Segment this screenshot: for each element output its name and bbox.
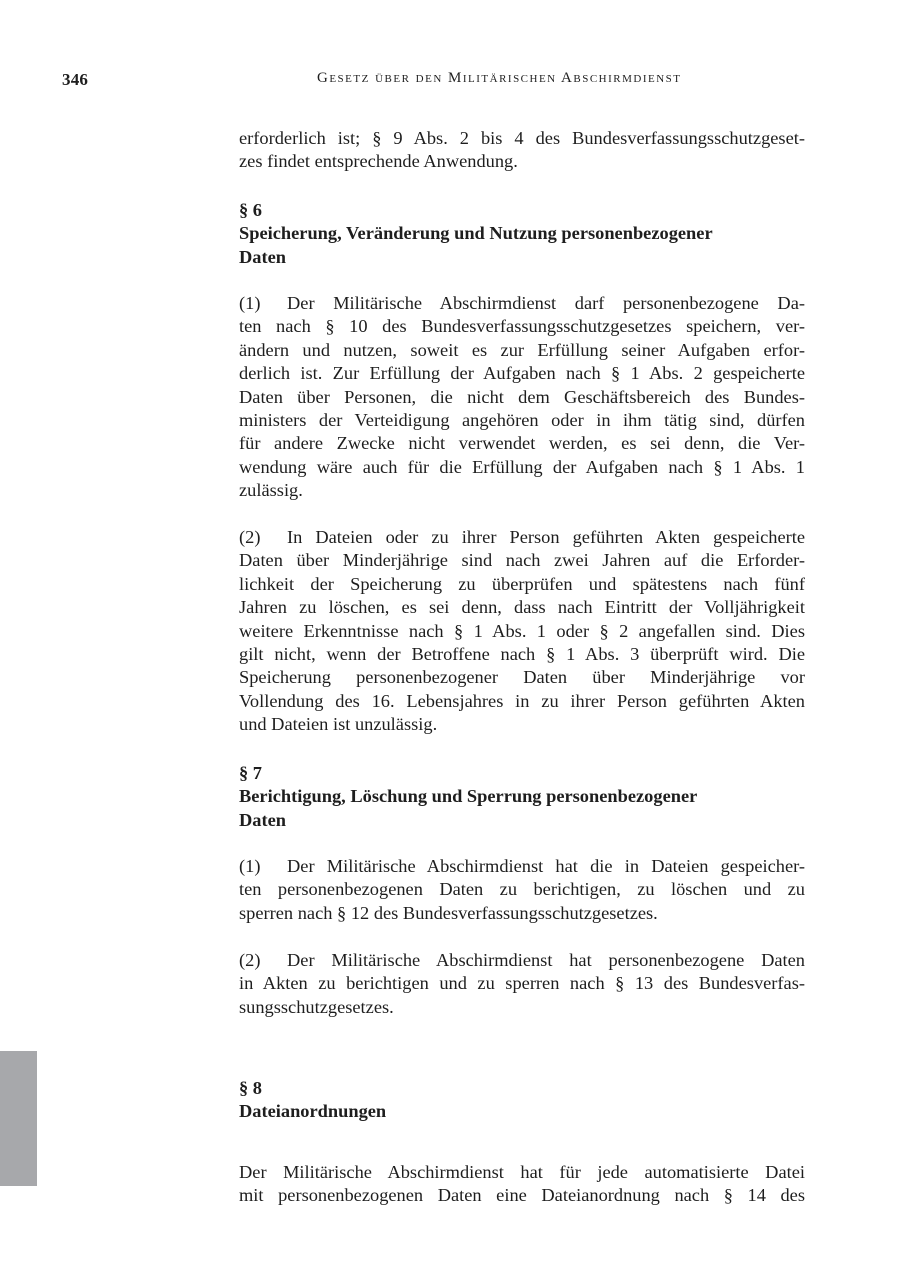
text-line: sungsschutzgesetzes.	[239, 996, 394, 1017]
section-title-line: Dateianordnungen	[239, 1101, 387, 1122]
paragraph-number: (2)	[239, 527, 261, 547]
text-line: für andere Zwecke nicht verwendet werden, es sei denn, die Ver-	[239, 433, 805, 454]
text-line: gilt nicht, wenn der Betroffene nach § 1 Abs. 3 überprüft wird. Die	[239, 644, 805, 665]
text-line: Der Militärische Abschirmdienst hat für jede automatisierte Datei	[239, 1162, 805, 1182]
text-line: und Dateien ist unzulässig.	[239, 714, 438, 735]
section-title-line: Berichtigung, Löschung und Sperrung personenbezogener	[239, 786, 698, 807]
text-line: Vollendung des 16. Lebensjahres in zu ihrer Person geführten Akten	[239, 690, 805, 711]
text-line: ändern und nutzen, soweit es zur Erfüllung seiner Aufgaben erfor-	[239, 339, 805, 360]
section-title-line: Daten	[239, 246, 286, 267]
section-6-paragraph-2	[239, 526, 805, 737]
text-line: Speicherung personenbezogener Daten über Minderjährige vor	[239, 667, 805, 688]
section-8-heading	[239, 1077, 805, 1124]
text-line: wendung wäre auch für die Erfüllung der Aufgaben nach § 1 Abs. 1	[239, 456, 805, 477]
paragraph-number: (1)	[239, 856, 261, 876]
section-title-line: Daten	[239, 809, 286, 830]
section-number: § 6	[239, 200, 262, 220]
text-line: Der Militärische Abschirmdienst hat die in Dateien gespeicher-	[287, 856, 805, 876]
text-line: Der Militärische Abschirmdienst hat personenbezogene Daten	[287, 950, 805, 970]
text-line: erforderlich ist; § 9 Abs. 2 bis 4 des Bundesverfassungsschutzgeset-	[239, 128, 805, 148]
text-line: sperren nach § 12 des Bundesverfassungsschutzgesetzes.	[239, 902, 658, 923]
text-line: derlich ist. Zur Erfüllung der Aufgaben nach § 1 Abs. 2 gespeicherte	[239, 363, 805, 384]
section-number: § 7	[239, 763, 262, 783]
thumb-index-tab	[0, 1051, 37, 1186]
page-number: 346	[62, 70, 89, 89]
running-head: Gesetz über den Militärischen Abschirmdienst	[317, 70, 682, 86]
text-line: Daten über Personen, die nicht dem Geschäftsbereich des Bundes-	[239, 386, 805, 407]
text-line: ten personenbezogenen Daten zu berichtigen, zu löschen und zu	[239, 879, 805, 900]
text-line: Jahren zu löschen, es sei denn, dass nach Eintritt der Volljährigkeit	[239, 597, 805, 618]
text-line: Der Militärische Abschirmdienst darf personenbezogene Da-	[287, 293, 805, 313]
section-8-paragraph-1	[239, 1161, 805, 1208]
paragraph-number: (2)	[239, 950, 261, 970]
text-line: In Dateien oder zu ihrer Person geführten Akten gespeicherte	[287, 527, 805, 547]
text-line: zulässig.	[239, 480, 303, 501]
section-7-paragraph-1	[239, 855, 805, 925]
section-7-paragraph-2	[239, 949, 805, 1019]
text-line: mit personenbezogenen Daten eine Dateianordnung nach § 14 des	[239, 1185, 805, 1206]
paragraph-number: (1)	[239, 293, 261, 313]
section-6-paragraph-1	[239, 292, 805, 503]
section-number: § 8	[239, 1078, 262, 1098]
intro-paragraph	[239, 127, 805, 174]
text-line: Daten über Minderjährige sind nach zwei Jahren auf die Erforder-	[239, 550, 805, 571]
section-7-heading	[239, 762, 805, 832]
section-6-heading	[239, 199, 805, 269]
section-title-line: Speicherung, Veränderung und Nutzung personenbezogener	[239, 223, 713, 244]
text-line: weitere Erkenntnisse nach § 1 Abs. 1 oder § 2 angefallen sind. Dies	[239, 620, 805, 641]
text-line: ministers der Verteidigung angehören oder in ihm tätig sind, dürfen	[239, 410, 805, 431]
text-line: in Akten zu berichtigen und zu sperren nach § 13 des Bundesverfas-	[239, 973, 805, 994]
text-line: lichkeit der Speicherung zu überprüfen und spätestens nach fünf	[239, 573, 805, 594]
text-line: ten nach § 10 des Bundesverfassungsschutzgesetzes speichern, ver-	[239, 316, 805, 337]
text-line: zes findet entsprechende Anwendung.	[239, 151, 518, 172]
